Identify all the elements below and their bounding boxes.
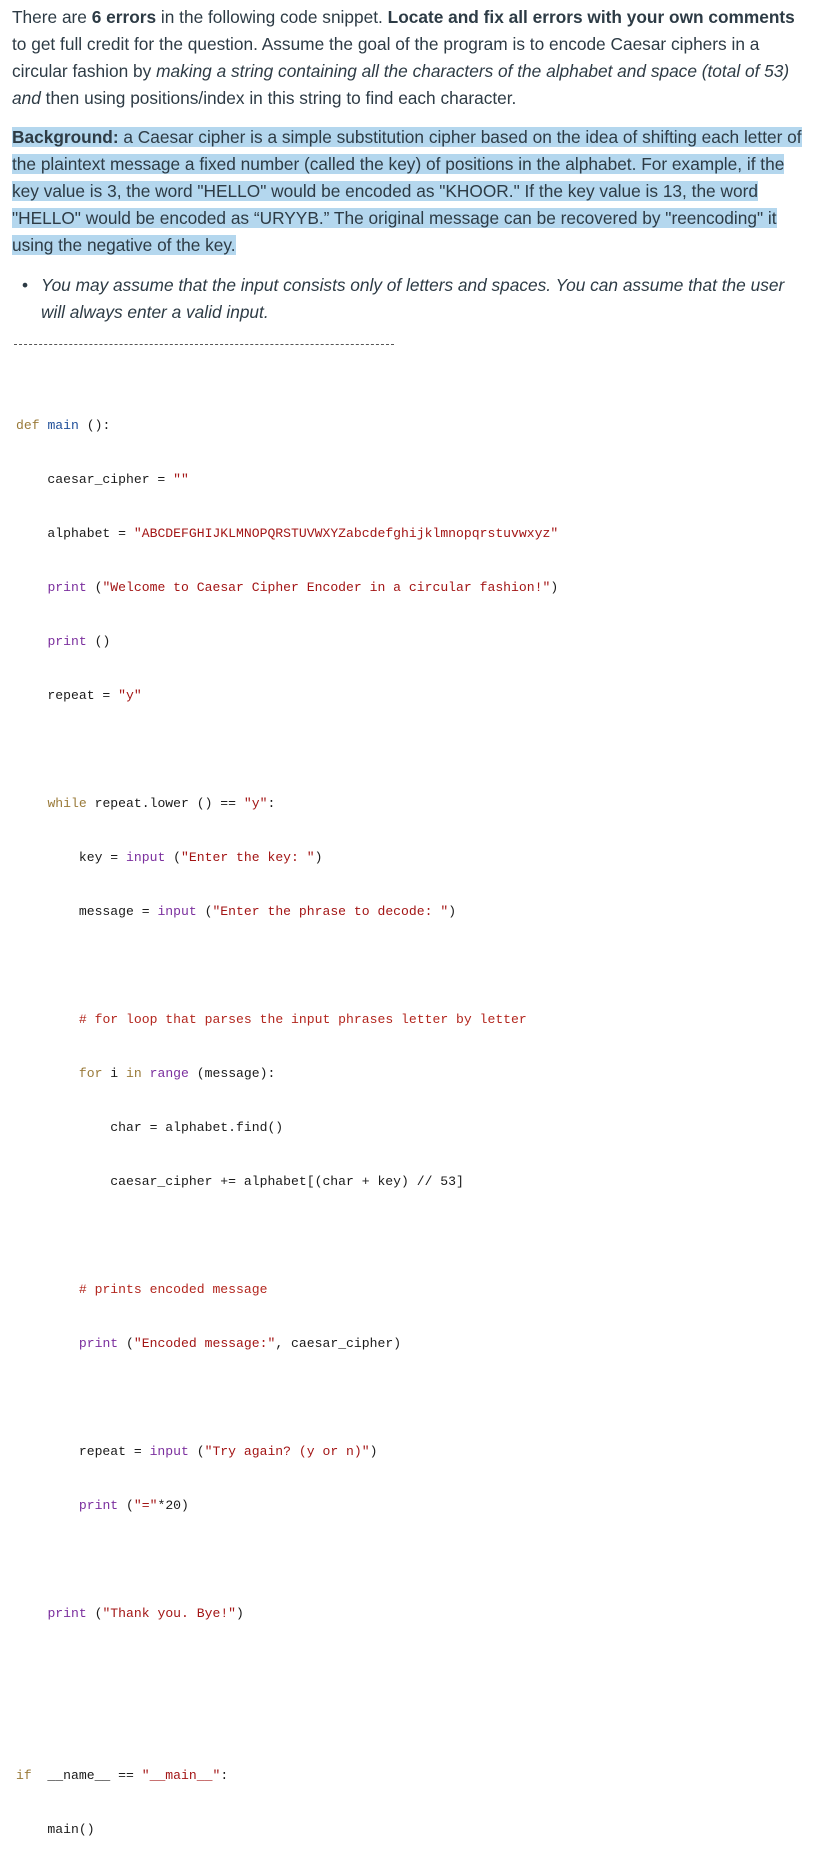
code-text: : (267, 796, 276, 811)
dashed-divider (14, 344, 394, 345)
code-text: *20) (157, 1498, 189, 1513)
code-line: repeat = input ("Try again? (y or n)") (16, 1444, 378, 1459)
code-line: message = input ("Enter the phrase to decode: ") (16, 904, 457, 919)
code-line (16, 1065, 558, 1083)
keyword-if: if (16, 1768, 32, 1783)
code-text: (): (78, 418, 111, 433)
code-text: alphabet = (16, 526, 134, 541)
intro-italic: and (12, 88, 41, 108)
function-name: main (47, 418, 79, 433)
code-line (16, 1119, 558, 1137)
code-line (16, 1281, 558, 1299)
code-line: print ("Welcome to Caesar Cipher Encoder in a circular fashion!") (47, 580, 559, 595)
keyword-for: for (78, 1066, 103, 1081)
builtin-print: print (47, 580, 87, 595)
builtin-range: range (149, 1066, 189, 1081)
builtin-print: print (47, 1606, 87, 1621)
string-literal: "__main__" (141, 1768, 221, 1783)
keyword-while: while (47, 796, 87, 811)
code-text: , caesar_cipher) (275, 1336, 402, 1351)
string-literal: "Encoded message:" (133, 1336, 276, 1351)
code-text: repeat = (16, 688, 119, 703)
builtin-input: input (126, 850, 166, 865)
code-line (16, 687, 558, 705)
builtin-print: print (78, 1498, 119, 1513)
blank-line (16, 1713, 558, 1731)
string-literal: "Thank you. Bye!" (102, 1606, 237, 1621)
code-text: caesar_cipher = (16, 472, 174, 487)
code-line: key = input ("Enter the key: ") (16, 850, 323, 865)
blank-line (16, 1389, 558, 1407)
blank-line (16, 957, 558, 975)
background-label: Background: (12, 127, 119, 147)
intro-text: to get full credit for the question. Assume the goal of the program is to encode Caesar ciphers in a circular fashion by (12, 34, 760, 81)
code-line: print ("Thank you. Bye!") (47, 1606, 244, 1621)
string-literal: "ABCDEFGHIJKLMNOPQRSTUVWXYZabcdefghijklmnopqrstuvwxyz" (133, 526, 559, 541)
string-literal: "Enter the phrase to decode: " (212, 904, 449, 919)
code-text: caesar_cipher += alphabet[(char + key) // 53] (16, 1174, 464, 1189)
builtin-input: input (149, 1444, 189, 1459)
string-literal: "=" (133, 1498, 158, 1513)
code-snippet (16, 381, 558, 1875)
code-line (16, 471, 558, 489)
code-line (16, 1821, 558, 1839)
intro-text: then using positions/index in this string to find each character. (40, 88, 517, 108)
blank-line (16, 1551, 558, 1569)
code-comment: # prints encoded message (78, 1282, 268, 1297)
string-literal: "" (173, 472, 189, 487)
code-line: print ("="*20) (78, 1498, 189, 1513)
code-line (16, 1173, 558, 1191)
code-line (16, 1767, 558, 1785)
string-literal: "Welcome to Caesar Cipher Encoder in a circular fashion!" (102, 580, 551, 595)
code-line: print () (47, 634, 111, 649)
code-text: (message): (188, 1066, 276, 1081)
code-text: : (220, 1768, 229, 1783)
keyword-def: def (16, 418, 40, 433)
code-text: __name__ == (31, 1768, 142, 1783)
code-text: char = alphabet.find() (16, 1120, 284, 1135)
assumption-list (20, 272, 810, 326)
background-text: a Caesar cipher is a simple substitution cipher based on the idea of shifting each letter of the plaintext message a fixed number (called the key) of positions in the alphabet. For example, if the key value is 3, the word "HELLO" would be encoded as "KHOOR." If the key value is 13, the word "HELLO" would be encoded as “URYYB.” The original message can be recovered by "reencoding" it using the negative of the key. (12, 127, 802, 255)
background-paragraph (12, 124, 812, 259)
blank-line (16, 741, 558, 759)
builtin-print: print (47, 634, 87, 649)
blank-line (16, 1659, 558, 1677)
blank-line (16, 1227, 558, 1245)
code-text: repeat.lower () == (86, 796, 244, 811)
code-line (16, 525, 558, 543)
builtin-print: print (78, 1336, 119, 1351)
code-line (16, 1011, 558, 1029)
keyword-in: in (126, 1066, 142, 1081)
code-line: print ("Encoded message:", caesar_cipher) (78, 1336, 402, 1351)
string-literal: "Enter the key: " (181, 850, 315, 865)
code-comment: # for loop that parses the input phrases letter by letter (78, 1012, 527, 1027)
string-literal: "y" (243, 796, 268, 811)
code-line (16, 417, 558, 435)
code-text: repeat = (16, 1444, 150, 1459)
question-intro (12, 4, 812, 112)
string-literal: "Try again? (y or n)" (204, 1444, 370, 1459)
string-literal: "y" (118, 688, 142, 703)
code-text: main() (16, 1822, 95, 1837)
builtin-input: input (157, 904, 197, 919)
intro-text: There are (12, 7, 92, 27)
code-text: i (102, 1066, 127, 1081)
code-text: key = (16, 850, 127, 865)
intro-text: in the following code snippet. (156, 7, 388, 27)
code-line (16, 795, 558, 813)
intro-italic: making a string containing all the characters of the alphabet and space (total of 53) (156, 61, 790, 81)
error-count: 6 errors (91, 7, 157, 27)
code-text: message = (16, 904, 158, 919)
instruction-bold: Locate and fix all errors with your own comments (387, 7, 795, 27)
assumption-item: • You may assume that the input consists only of letters and spaces. You can assume that the user will always enter a valid input. (20, 272, 810, 326)
